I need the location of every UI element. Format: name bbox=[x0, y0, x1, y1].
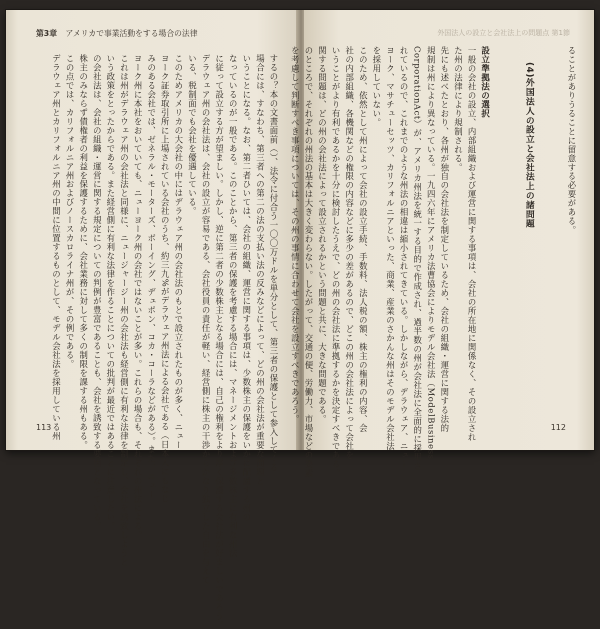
text-line: の会社法は、会社の組織・運営に関する規定についての判例が豊富であることも、会社を誘致する要因となっている。 bbox=[92, 54, 103, 531]
page-number-left: 113 bbox=[36, 423, 52, 432]
text-line: このため、依然として州によって会社の設立手続、手数料、法人税の額、株主の権利の内容、会 bbox=[358, 46, 369, 433]
text-line: デラウェア州とカリフォルニア州の中間に位置するものとして、モデル会社法を採用している州 bbox=[51, 54, 62, 441]
text-line: このためアメリカの大会社の中にはデラウェア州の会社法のもとで設立されたものが多く、ニュー bbox=[173, 54, 184, 450]
text-line: いうことがより有利であるかを十分に検討したうえで、どの州の会社法に準拠するかを決定すべきである。 bbox=[331, 46, 342, 478]
text-line: ることがありうることに留意する必要がある。 bbox=[567, 46, 577, 235]
text-line: (4)外国法人の設立と会社法上の諸問題 bbox=[523, 62, 534, 229]
text-line: いう政策をとったからである。また経営側に有利な法律を作ることについての批判が最近ではあることに注意したい。 bbox=[105, 54, 116, 531]
text-line: CorporationAct）が、アメリカ州法を統一する目的で作成され、過半数の州が会社法に全面的に採用さ bbox=[412, 46, 423, 471]
text-line: れているので、これまでのような州法の相違は縮小されてきている。しかしながら、デラウェア、ニュー bbox=[399, 46, 410, 469]
text-line: のところで、それぞれの州法の基本は大きく変わらない。したがって、交通の便、労働力、市場などの要素 bbox=[303, 46, 314, 478]
open-book bbox=[6, 10, 594, 629]
chapter-title: アメリカで事業活動をする場合の法律 bbox=[65, 29, 198, 38]
text-line: なっているのが一般である。このことから、第三者の保護を考慮する場合には、マネージメントおよび多数株主に有利な州法 bbox=[228, 54, 239, 558]
left-page bbox=[6, 10, 298, 629]
text-line: これは州がデラウェア州の会社法と同様に、ニュージャージー州の会社法も経営側に有利な法律を制定し、会社を誘致しようと bbox=[119, 54, 130, 567]
text-line: に従って設立する方が望ましい。しかし、逆に第二者の少数株主となる場合には、自己の権利をより厚く保護する会社法が好ましいであろう。 bbox=[214, 54, 225, 629]
text-line: を考慮して判断すべき事項については、その州の事情に合わせて会社を設立すべきであろう。 bbox=[290, 46, 301, 424]
text-line: みのある会社では、ゼネラル・モーターズ、ボーイング、デュポン、コカ・コーラなどがある）。また、ニュー bbox=[146, 54, 157, 500]
page-number-right: 112 bbox=[550, 423, 566, 432]
text-line: デラウェア州の会社法は、会社の設立が容易である、会社役員の責任が軽い、経営側に株主の干渉からかなり独立した自由を与えて bbox=[201, 54, 212, 585]
text-line: ヨーク証券取引所に上場されている会社のうち、約三九%がデラウェア州法による会社である（日本人にもなじ bbox=[160, 54, 171, 504]
text-line: 一般の会社の設立、内部組織および運営に関する事項は、会社の所在地に関係なく、その設立され bbox=[467, 46, 478, 442]
text-line: いうことになる。なお、第二者ひいては、会社の組織、運営に関する事項は、少数株主の保護をいかに配慮する州の bbox=[241, 54, 252, 522]
text-line: 規制は州により異なっている。一九四六年にアメリカ法曹協会によりモデル会社法（ModelBusiness bbox=[426, 46, 437, 460]
text-line: た州の法律により規制される。 bbox=[453, 46, 464, 172]
text-line: 設立準拠法の選択 bbox=[480, 46, 491, 118]
text-line: ヨーク州に本社をおいていても、ニューヨーク州の会社ではないことが多い。これらの場合も、それぞれの州法による。 bbox=[133, 54, 144, 540]
text-line: 社の内部組織、各機関などの権限の内容などに多少の差があるので、どこの州の会社法によって会社を bbox=[344, 46, 355, 460]
text-line: 先にも述べたとおり、各州が独自の会社法を制定しているため、会社の組織・運営に関する法的 bbox=[439, 46, 450, 433]
right-page bbox=[290, 10, 594, 478]
chapter-label: 第3章 bbox=[36, 29, 58, 38]
text-line bbox=[551, 46, 565, 410]
text-line: 関する問題は、どの州の会社法によって設立されるかという問題と共に、大きな問題である。 bbox=[317, 46, 328, 424]
text-line bbox=[492, 46, 506, 410]
text-line: いる、税制面でも会社を優遇している。 bbox=[187, 54, 198, 216]
text-line: 場合には、すなわち、第三者への第二の法の支払い法の反みなどによって、どの州の会社法が重要な問題と bbox=[255, 54, 266, 486]
left-body-text bbox=[49, 54, 280, 629]
text-line: を採用していない。 bbox=[371, 46, 382, 127]
faint-running-header: 外国法人の設立と会社法上の問題点 第1節 bbox=[437, 29, 570, 37]
text-line: 株主のみならず債権者の利益を保護するために、会社業務に対して多くの制限を課する州もある。 bbox=[78, 54, 89, 450]
text-line: この点では、カリフォルニア州およびノースカロライナ州が、その例である。 bbox=[65, 54, 76, 369]
running-header bbox=[36, 28, 198, 39]
text-line: ヨーク、マサチューセッツ、カリフォルニアといった、商業、産業のさかんな州はそのモデル会社法 bbox=[385, 46, 396, 451]
text-line: するの？本の文書面前（）、法令に付合う一〇〇万ドルを単分として、第三者の保護として参入してくる bbox=[269, 54, 279, 473]
